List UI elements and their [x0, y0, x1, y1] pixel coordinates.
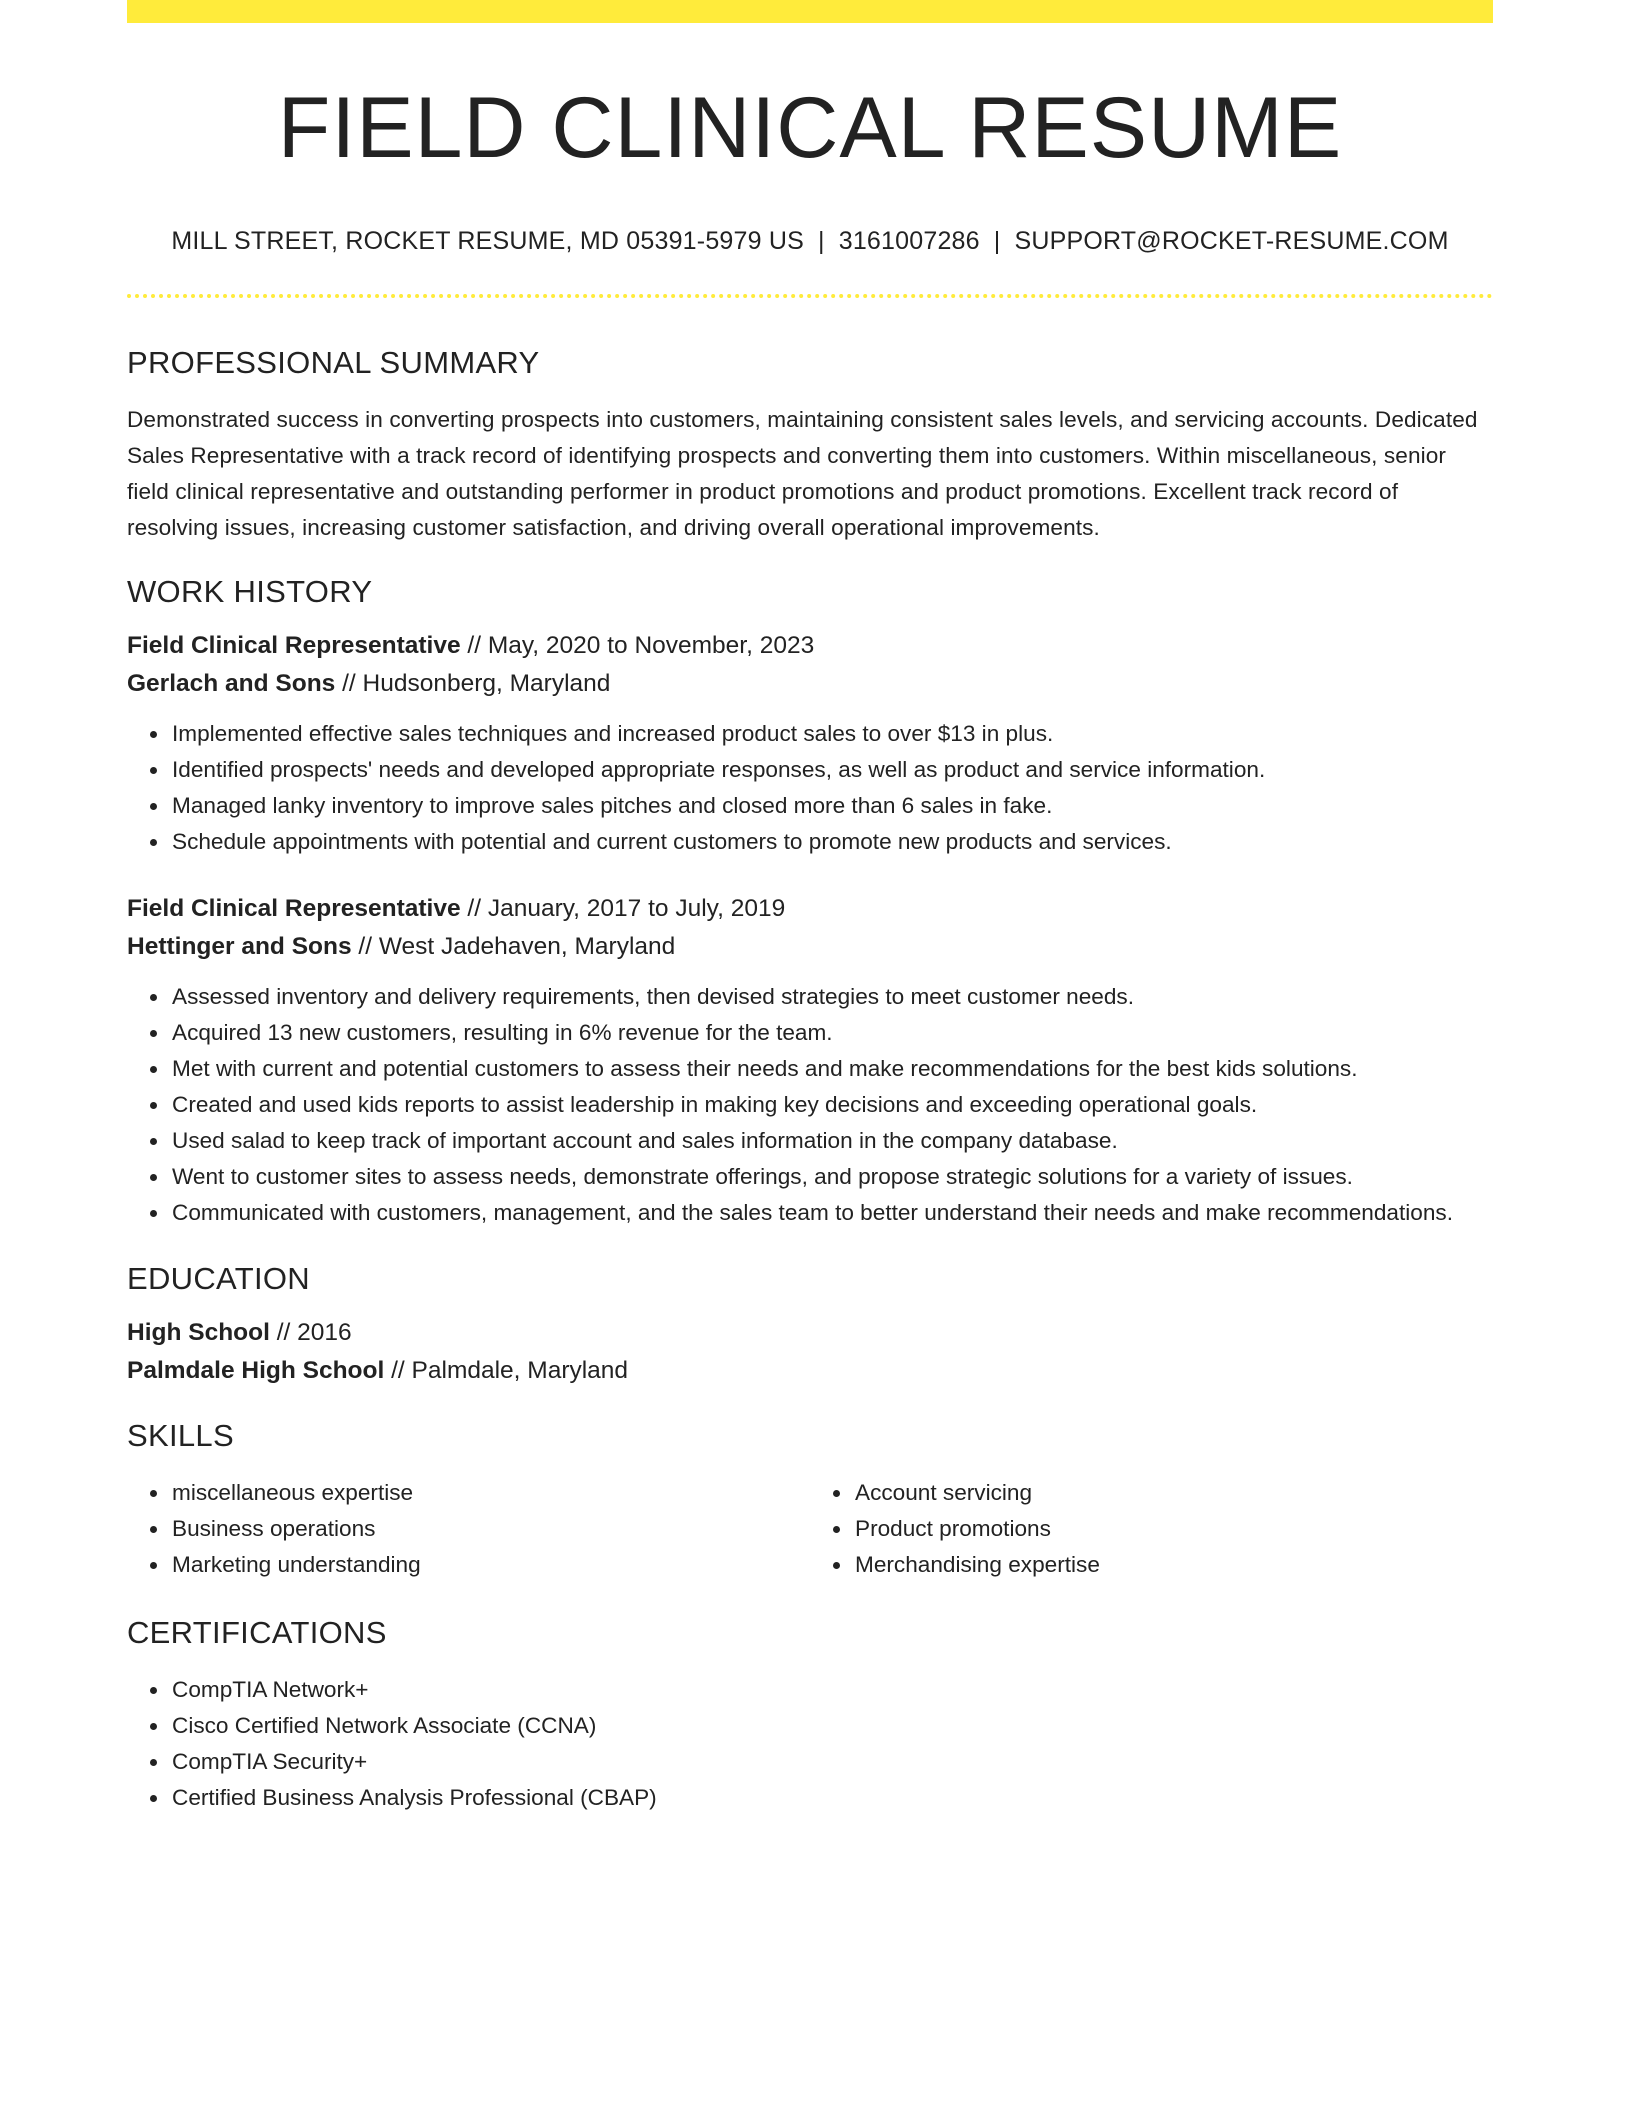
list-item: • Used salad to keep track of important account and sales information in the company database.: [170, 1123, 1493, 1159]
certifications-heading: CERTIFICATIONS: [127, 1615, 387, 1650]
education-section: [127, 1263, 1493, 1390]
job-company-line: [127, 928, 1493, 966]
list-item: • Marketing understanding: [170, 1547, 810, 1583]
job-entry: [127, 890, 1493, 1231]
job-location: // West Jadehaven, Maryland: [351, 933, 676, 960]
list-item: • Managed lanky inventory to improve sales pitches and closed more than 6 sales in fake.: [170, 788, 1493, 824]
list-item: • Business operations: [170, 1511, 810, 1547]
skills-columns: [127, 1475, 1493, 1583]
job-company-line: [127, 665, 1493, 703]
list-item: • Went to customer sites to assess needs, demonstrate offerings, and propose strategic solutions for a variety of issues.: [170, 1159, 1493, 1195]
work-history-heading: WORK HISTORY: [127, 574, 373, 609]
list-item: • Communicated with customers, management, and the sales team to better understand their needs and make recommendations.: [170, 1195, 1493, 1231]
certifications-list: [127, 1672, 1493, 1816]
list-item: • CompTIA Network+: [170, 1672, 1493, 1708]
list-item: • Certified Business Analysis Professional (CBAP): [170, 1780, 1493, 1816]
job-company: Gerlach and Sons: [127, 670, 336, 697]
education-degree: High School: [127, 1319, 270, 1346]
list-item: • Acquired 13 new customers, resulting in 6% revenue for the team.: [170, 1015, 1493, 1051]
list-item: • CompTIA Security+: [170, 1744, 1493, 1780]
work-history-section: [127, 576, 1493, 1231]
list-item: • Schedule appointments with potential and current customers to promote new products and services.: [170, 824, 1493, 860]
dotted-divider: [127, 294, 1493, 298]
accent-top-bar: [127, 0, 1493, 23]
education-location: // Palmdale, Maryland: [384, 1357, 629, 1384]
job-title-line: [127, 890, 1493, 928]
contact-separator: |: [993, 227, 1001, 255]
education-year: // 2016: [269, 1319, 352, 1346]
education-school-line: [127, 1352, 1493, 1390]
job-company: Hettinger and Sons: [127, 933, 352, 960]
job-title: Field Clinical Representative: [127, 895, 461, 922]
job-dates: // January, 2017 to July, 2019: [460, 895, 786, 922]
certifications-section: [127, 1617, 1493, 1816]
contact-separator: |: [818, 227, 825, 255]
list-item: • Met with current and potential customers to assess their needs and make recommendations for the best kids solutions.: [170, 1051, 1493, 1087]
skills-section: [127, 1420, 1493, 1583]
contact-phone: 3161007286: [838, 227, 980, 255]
list-item: • miscellaneous expertise: [170, 1475, 810, 1511]
education-school: Palmdale High School: [127, 1357, 385, 1384]
job-title: Field Clinical Representative: [127, 632, 461, 659]
skills-list-left: [127, 1475, 810, 1583]
skills-list-right: [810, 1475, 1493, 1583]
education-heading: EDUCATION: [127, 1261, 310, 1296]
list-item: • Implemented effective sales techniques and increased product sales to over $13 in plus.: [170, 716, 1493, 752]
summary-heading: PROFESSIONAL SUMMARY: [127, 345, 540, 380]
contact-address: MILL STREET, ROCKET RESUME, MD 05391-5979 US: [171, 227, 805, 255]
list-item: • Account servicing: [853, 1475, 1493, 1511]
list-item: • Product promotions: [853, 1511, 1493, 1547]
job-title-line: [127, 627, 1493, 665]
skills-heading: SKILLS: [127, 1418, 234, 1453]
job-bullets: [127, 716, 1493, 860]
resume-page: [127, 0, 1493, 1816]
job-bullets: [127, 979, 1493, 1231]
job-entry: [127, 627, 1493, 860]
job-dates: // May, 2020 to November, 2023: [460, 632, 815, 659]
education-degree-line: [127, 1314, 1493, 1352]
summary-text: Demonstrated success in converting prospects into customers, maintaining consistent sales levels, and servicing accounts. Dedicated Sales Representative with a track record of identifying prospects and converting them into customers. Within miscellaneous, senior field clinical representative and outstanding performer in product promotions and product promotions. Excellent track record of resolving issues, increasing customer satisfaction, and driving overall operational improvements.: [127, 407, 1478, 540]
summary-section: [127, 347, 1493, 546]
resume-title: FIELD CLINICAL RESUME: [277, 80, 1343, 176]
contact-line: [127, 229, 1493, 254]
list-item: • Cisco Certified Network Associate (CCNA): [170, 1708, 1493, 1744]
list-item: • Created and used kids reports to assist leadership in making key decisions and exceeding operational goals.: [170, 1087, 1493, 1123]
contact-email: SUPPORT@ROCKET-RESUME.COM: [1014, 227, 1449, 255]
list-item: • Merchandising expertise: [853, 1547, 1493, 1583]
list-item: • Assessed inventory and delivery requirements, then devised strategies to meet customer needs.: [170, 979, 1493, 1015]
list-item: • Identified prospects' needs and developed appropriate responses, as well as product and service information.: [170, 752, 1493, 788]
job-location: // Hudsonberg, Maryland: [335, 670, 611, 697]
